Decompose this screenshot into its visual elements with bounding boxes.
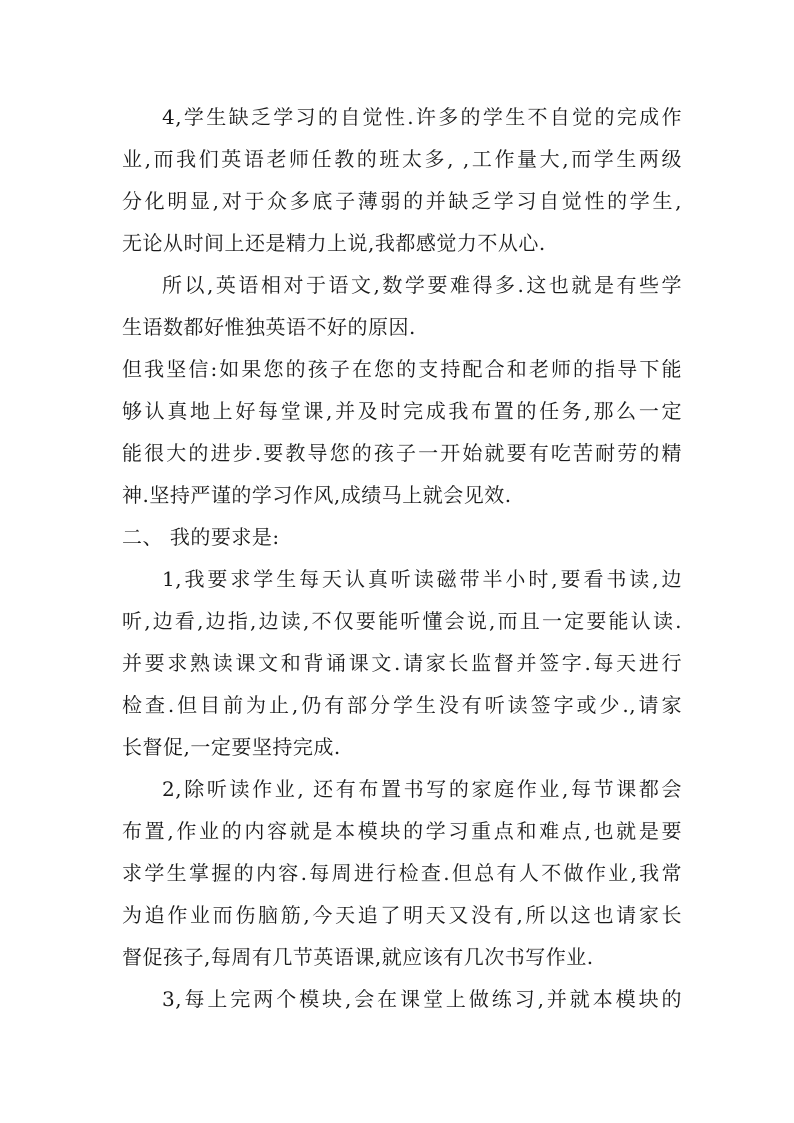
- paragraph-line: 能很大的进步.要教导您的孩子一开始就要有吃苦耐劳的精: [122, 441, 682, 465]
- paragraph-line: 3,每上完两个模块,会在课堂上做练习,并就本模块的: [162, 987, 682, 1011]
- paragraph-line: 求学生掌握的内容.每周进行检查.但总有人不做作业,我常: [122, 861, 682, 885]
- paragraph-line: 无论从时间上还是精力上说,我都感觉力不从心.: [122, 231, 546, 255]
- section-heading: 二、 我的要求是:: [122, 525, 280, 549]
- paragraph-line: 为追作业而伤脑筋,今天追了明天又没有,所以这也请家长: [122, 903, 682, 927]
- paragraph-line: 听,边看,边指,边读,不仅要能听懂会说,而且一定要能认读.: [122, 609, 682, 633]
- paragraph-line: 4,学生缺乏学习的自觉性.许多的学生不自觉的完成作: [162, 105, 682, 129]
- paragraph-line: 并要求熟读课文和背诵课文.请家长监督并签字.每天进行: [122, 651, 682, 675]
- paragraph-line: 但我坚信:如果您的孩子在您的支持配合和老师的指导下能: [122, 357, 682, 381]
- paragraph-line: 生语数都好惟独英语不好的原因.: [122, 315, 416, 339]
- paragraph-line: 神.坚持严谨的学习作风,成绩马上就会见效.: [122, 483, 512, 507]
- paragraph-line: 2,除听读作业, 还有布置书写的家庭作业,每节课都会: [162, 777, 682, 801]
- paragraph-line: 检查.但目前为止,仍有部分学生没有听读签字或少.,请家: [122, 693, 682, 717]
- paragraph-line: 1,我要求学生每天认真听读磁带半小时,要看书读,边: [162, 567, 682, 591]
- paragraph-line: 长督促,一定要坚持完成.: [122, 735, 341, 759]
- paragraph-line: 够认真地上好每堂课,并及时完成我布置的任务,那么一定: [122, 399, 682, 423]
- paragraph-line: 所以,英语相对于语文,数学要难得多.这也就是有些学: [162, 273, 682, 297]
- paragraph-line: 督促孩子,每周有几节英语课,就应该有几次书写作业.: [122, 945, 594, 969]
- paragraph-line: 布置,作业的内容就是本模块的学习重点和难点,也就是要: [122, 819, 682, 843]
- paragraph-line: 业,而我们英语老师任教的班太多, ,工作量大,而学生两级: [122, 147, 682, 171]
- paragraph-line: 分化明显,对于众多底子薄弱的并缺乏学习自觉性的学生,: [122, 189, 682, 213]
